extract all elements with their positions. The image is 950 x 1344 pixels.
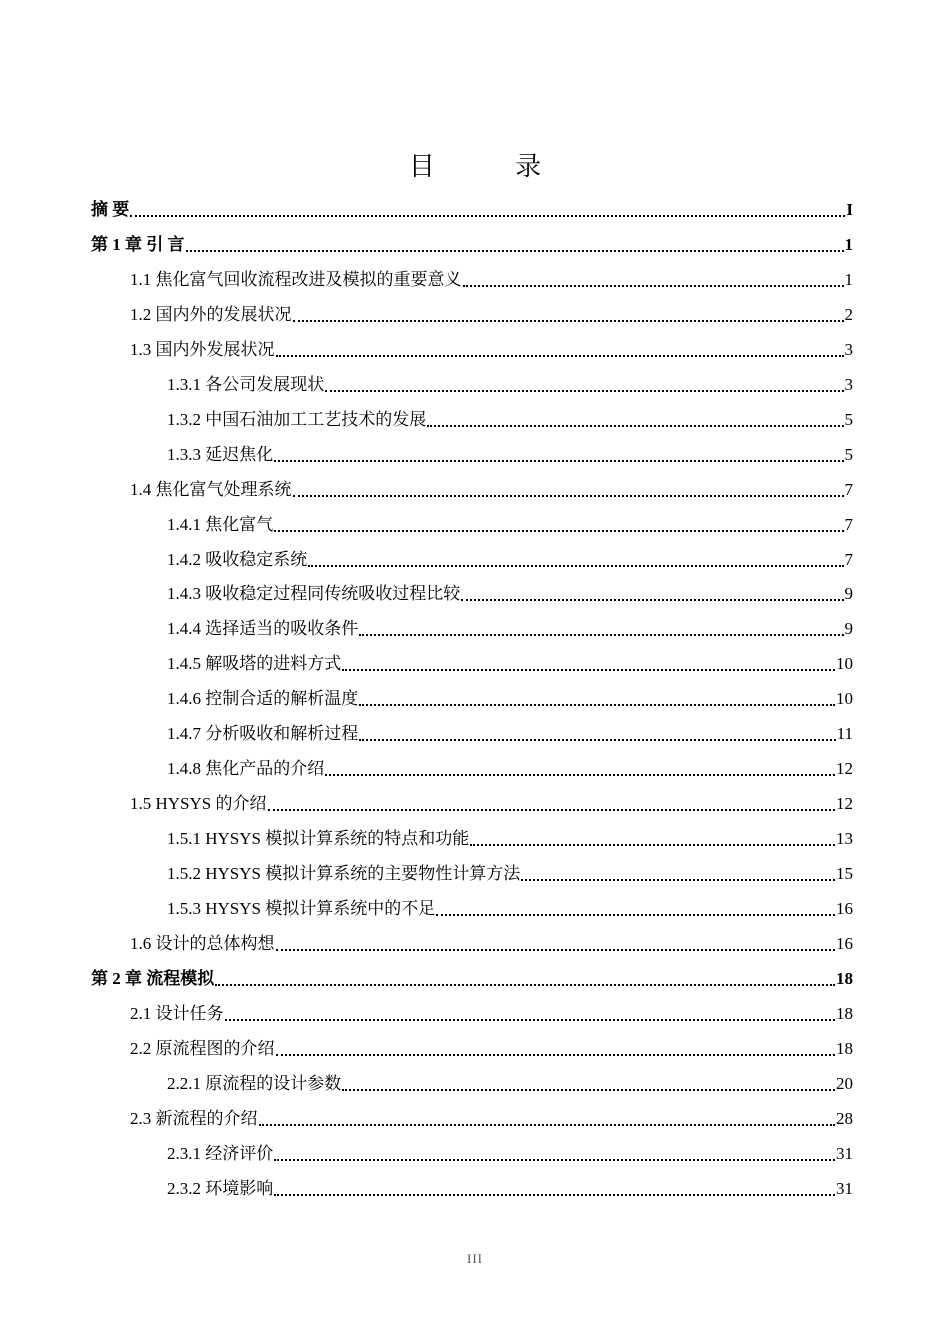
toc-leader-dots (186, 237, 844, 255)
toc-entry-label: 2.2.1 原流程的设计参数 (167, 1073, 342, 1093)
toc-leader-dots (461, 586, 843, 604)
toc-entry-label: 1.3 国内外发展状况 (130, 339, 275, 359)
toc-entry-label: 1.4.1 焦化富气 (167, 514, 274, 534)
toc-entry[interactable] (91, 225, 853, 255)
toc-entry[interactable] (91, 190, 853, 220)
toc-entry-page: 7 (844, 549, 853, 569)
toc-entry[interactable] (130, 330, 853, 360)
toc-entry-label: 1.3.2 中国石油加工工艺技术的发展 (167, 409, 427, 429)
toc-entry[interactable] (167, 1134, 853, 1164)
toc-entry-label: 1.4.4 选择适当的吸收条件 (167, 619, 359, 639)
toc-entry[interactable] (130, 1099, 853, 1129)
toc-leader-dots (325, 761, 835, 779)
toc-leader-dots (325, 377, 843, 395)
toc-entry-label: 1.4 焦化富气处理系统 (130, 479, 292, 499)
toc-entry-page: I (846, 200, 853, 219)
toc-leader-dots (225, 1006, 836, 1024)
toc-entry-page: 12 (836, 794, 853, 814)
toc-entry[interactable] (167, 435, 853, 465)
toc-leader-dots (268, 796, 836, 814)
toc-entry-label: 第 2 章 流程模拟 (91, 968, 215, 988)
toc-leader-dots (215, 971, 835, 989)
toc-entry[interactable] (167, 400, 853, 430)
toc-entry[interactable] (167, 644, 853, 674)
toc-entry-page: 18 (836, 1038, 853, 1058)
toc-entry-label: 1.3.1 各公司发展现状 (167, 374, 325, 394)
toc-entry-page: 3 (844, 374, 853, 394)
toc-entry-page: 9 (844, 619, 853, 639)
toc-entry-page: 7 (844, 514, 853, 534)
toc-entry-label: 1.1 焦化富气回收流程改进及模拟的重要意义 (130, 269, 462, 289)
toc-entry-page: 3 (844, 339, 853, 359)
toc-entry-page: 2 (844, 304, 853, 324)
toc-entry[interactable] (130, 260, 853, 290)
toc-entry-label: 1.4.6 控制合适的解析温度 (167, 689, 359, 709)
page-number: III (467, 1251, 483, 1266)
toc-leader-dots (274, 1146, 835, 1164)
toc-leader-dots (521, 866, 835, 884)
toc-entry[interactable] (167, 1169, 853, 1199)
toc-leader-dots (359, 621, 843, 639)
toc-entry-page: 7 (844, 479, 853, 499)
toc-entry[interactable] (167, 854, 853, 884)
toc-entry[interactable] (130, 784, 853, 814)
toc-entry-label: 2.3.1 经济评价 (167, 1143, 274, 1163)
toc-entry-label: 1.2 国内外的发展状况 (130, 304, 292, 324)
toc-leader-dots (436, 901, 835, 919)
toc-entry-page: 16 (836, 933, 853, 953)
toc-entry-label: 2.3.2 环境影响 (167, 1178, 274, 1198)
toc-entry-page: 20 (836, 1073, 853, 1093)
toc-entry-label: 1.5.2 HYSYS 模拟计算系统的主要物性计算方法 (167, 864, 521, 884)
toc-entry-page: 13 (836, 829, 853, 849)
toc-entry[interactable] (167, 540, 853, 570)
toc-entry-page: 5 (844, 444, 853, 464)
toc-leader-dots (293, 307, 844, 325)
toc-leader-dots (274, 1181, 835, 1199)
toc-entry-label: 1.6 设计的总体构想 (130, 933, 275, 953)
toc-entry-page: 15 (836, 864, 853, 884)
toc-entry-page: 10 (836, 689, 853, 709)
toc-entry-page: 9 (844, 584, 853, 604)
page-title: 目 录 (408, 152, 578, 182)
toc-leader-dots (342, 1076, 835, 1094)
toc-entry-label: 2.2 原流程图的介绍 (130, 1038, 275, 1058)
toc-entry[interactable] (130, 470, 853, 500)
toc-entry-label: 1.4.5 解吸塔的进料方式 (167, 654, 342, 674)
toc-entry-label: 1.5.3 HYSYS 模拟计算系统中的不足 (167, 899, 436, 918)
toc-entry-page: 28 (836, 1108, 853, 1128)
toc-entry-label: 1.4.2 吸收稳定系统 (167, 549, 308, 569)
toc-leader-dots (274, 447, 843, 465)
toc-entry-page: 12 (836, 759, 853, 779)
toc-leader-dots (259, 1111, 836, 1129)
toc-entry-label: 2.3 新流程的介绍 (130, 1108, 258, 1128)
toc-entry-label: 第 1 章 引 言 (91, 234, 185, 254)
toc-leader-dots (359, 691, 835, 709)
toc-entry[interactable] (167, 819, 853, 849)
toc-leader-dots (274, 517, 843, 535)
toc-entry-label: 1.5.1 HYSYS 模拟计算系统的特点和功能 (167, 829, 470, 849)
toc-entry[interactable] (167, 609, 853, 639)
toc-entry-page: 31 (836, 1178, 853, 1198)
toc-leader-dots (342, 656, 835, 674)
toc-entry-page: 18 (836, 1003, 853, 1023)
toc-leader-dots (276, 342, 844, 360)
toc-leader-dots (359, 726, 835, 744)
toc-entry-label: 1.4.3 吸收稳定过程同传统吸收过程比较 (167, 584, 461, 604)
toc-entry-page: 1 (844, 269, 853, 289)
toc-entry-page: 1 (844, 234, 853, 254)
toc-leader-dots (276, 1041, 836, 1059)
toc-leader-dots (470, 831, 835, 849)
toc-entry[interactable] (91, 959, 853, 989)
toc-entry-page: 18 (836, 968, 853, 988)
toc-entry[interactable] (167, 749, 853, 779)
toc-entry-label: 1.3.3 延迟焦化 (167, 444, 274, 464)
toc-entry-page: 10 (836, 654, 853, 674)
toc-leader-dots (463, 272, 844, 290)
toc-leader-dots (130, 202, 845, 220)
toc-entry-label: 2.1 设计任务 (130, 1003, 224, 1023)
toc-entry[interactable] (167, 1064, 853, 1094)
toc-entry[interactable] (130, 994, 853, 1024)
toc-entry[interactable] (167, 714, 853, 744)
toc-entry[interactable] (167, 889, 853, 919)
toc-leader-dots (308, 552, 843, 570)
toc-entry[interactable] (167, 505, 853, 535)
toc-entry[interactable] (130, 924, 853, 954)
toc-leader-dots (427, 412, 843, 430)
toc-entry-label: 1.4.8 焦化产品的介绍 (167, 759, 325, 779)
toc-entry-page: 16 (836, 899, 853, 918)
toc-entry-label: 1.5 HYSYS 的介绍 (130, 794, 267, 814)
toc-entry-label: 摘 要 (91, 200, 130, 219)
toc-entry-label: 1.4.7 分析吸收和解析过程 (167, 724, 359, 744)
toc-leader-dots (276, 936, 836, 954)
toc-entry[interactable] (167, 365, 853, 395)
toc-entry-page: 5 (844, 409, 853, 429)
toc-entry-page: 11 (836, 724, 853, 744)
toc-entry[interactable] (130, 295, 853, 325)
toc-entry-page: 31 (836, 1143, 853, 1163)
toc-entry[interactable] (167, 574, 853, 604)
toc-leader-dots (293, 482, 844, 500)
toc-entry[interactable] (130, 1029, 853, 1059)
toc-entry[interactable] (167, 679, 853, 709)
